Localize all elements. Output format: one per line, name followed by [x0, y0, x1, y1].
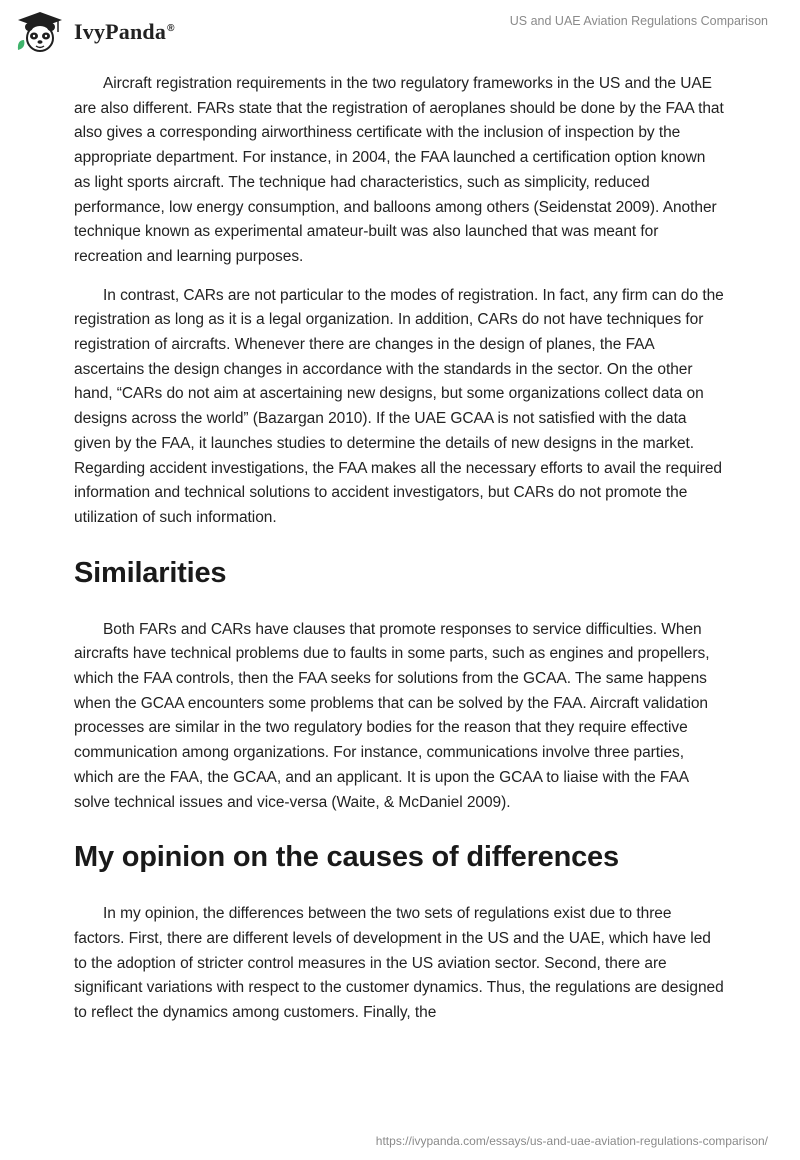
document-title: US and UAE Aviation Regulations Comparison	[509, 14, 768, 28]
paragraph: In contrast, CARs are not particular to the modes of registration. In fact, any firm can do the registration as long as it is a legal organization. In addition, CARs do not have techniques for registration of aircrafts. Whenever there are changes in the design of planes, the FAA ascertains the design changes in accordance with the standards in the sector. On the other hand, “CARs do not aim at ascertaining new designs, but some organizations collect data on designs across the world” (Bazargan 2010). If the UAE GCAA is not satisfied with the data given by the FAA, it launches studies to determine the details of new designs in the market. Regarding accident investigations, the FAA makes all the necessary efforts to avail the required information and technical solutions to accident investigators, but CARs do not promote the utilization of such information.	[74, 286, 724, 526]
section-heading-similarities: Similarities	[74, 556, 227, 589]
section-heading-opinion: My opinion on the causes of differences	[74, 841, 619, 874]
logo-name: IvyPanda	[74, 19, 167, 44]
ivypanda-logo[interactable]	[14, 10, 214, 54]
panda-graduate-icon	[14, 10, 70, 54]
essay-content	[74, 72, 724, 1040]
paragraph: In my opinion, the differences between the two sets of regulations exist due to three factors. First, there are different levels of development in the US and the UAE, which have led to the adoption of stricter control measures in the US aviation sector. Second, there are significant variations with respect to the customer dynamics. Thus, the regulations are designed to reflect the dynamics among customers. Finally, the	[74, 905, 724, 1022]
paragraph: Aircraft registration requirements in the two regulatory frameworks in the US and the UAE are also different. FARs state that the registration of aeroplanes should be done by the FAA that also gives a corresponding airworthiness certificate with the inclusion of inspection by the appropriate department. For instance, in 2004, the FAA launched a certification option known as light sports aircraft. The technique had characteristics, such as simplicity, reduced performance, low energy consumption, and balloons among others (Seidenstat 2009). Another technique known as experimental amateur-built was also launched that was meant for recreation and learning purposes.	[74, 75, 724, 265]
source-url[interactable]: https://ivypanda.com/essays/us-and-uae-aviation-regulations-comparison/	[375, 1134, 768, 1148]
page-header	[0, 0, 800, 70]
logo-wordmark	[74, 19, 175, 45]
logo-registered-mark: ®	[167, 22, 175, 34]
paragraph: Both FARs and CARs have clauses that promote responses to service difficulties. When aircrafts have technical problems due to faults in some parts, such as engines and propellers, which the FAA controls, then the FAA seeks for solutions from the GCAA. The same happens when the GCAA encounters some problems that can be solved by the FAA. Aircraft validation processes are similar in the two regulatory bodies for the reason that they require effective communication among organizations. For instance, communications involve three parties, which are the FAA, the GCAA, and an applicant. It is upon the GCAA to liaise with the FAA solve technical issues and vice-versa (Waite, & McDaniel 2009).	[74, 620, 710, 811]
